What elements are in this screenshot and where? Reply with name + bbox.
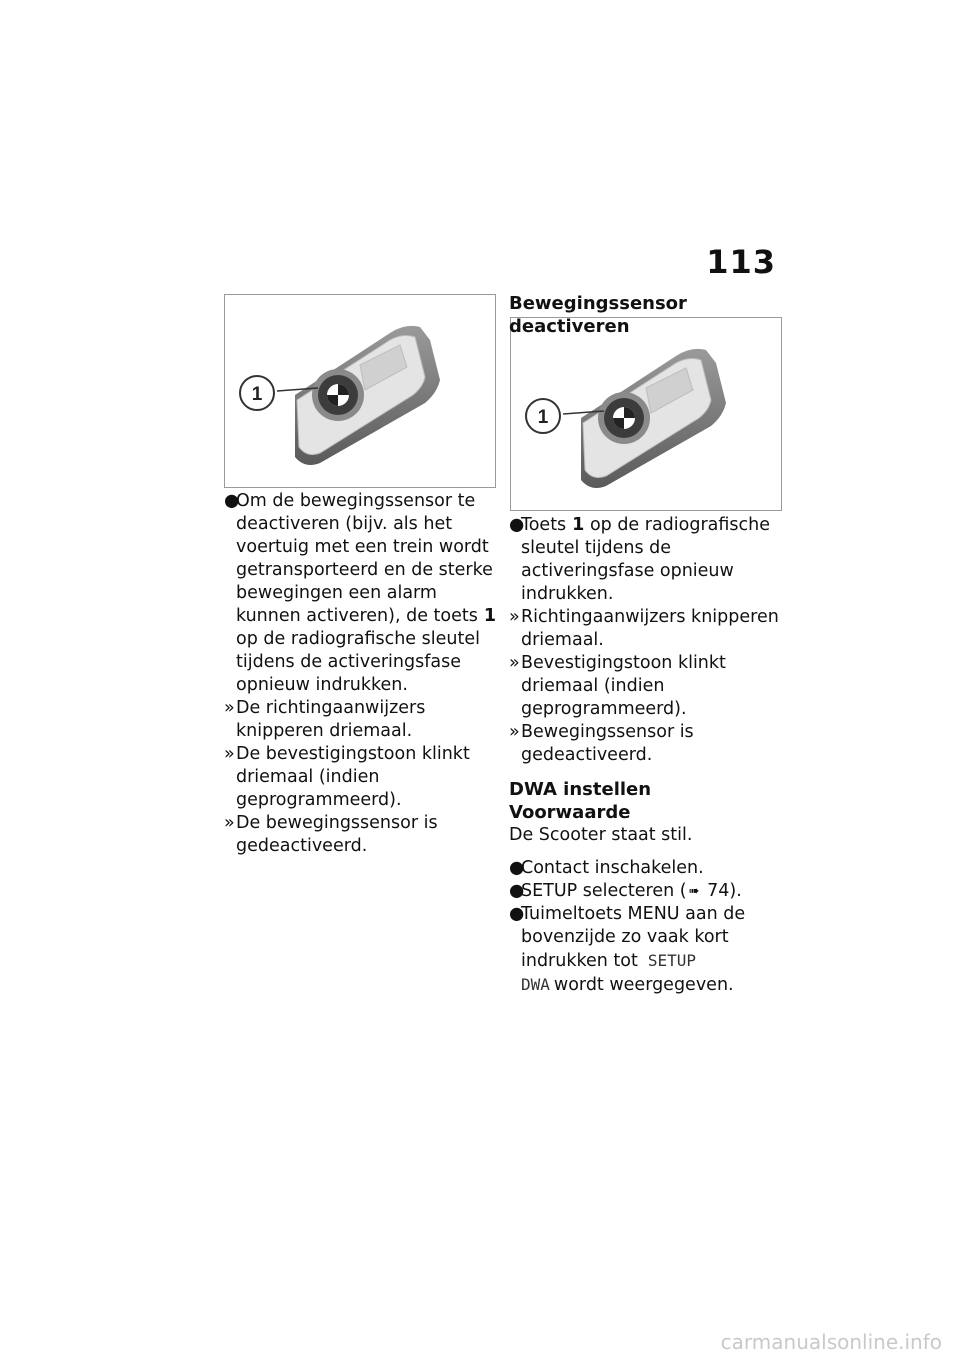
result-text: Bewegingssensor is gedeactiveerd. [521, 722, 694, 765]
list-item [509, 652, 784, 721]
step-text: op de radiografische sleutel tijdens de activeringsfase opnieuw indrukken. [521, 515, 770, 604]
list-item [509, 903, 784, 997]
result-marker: » [224, 744, 235, 764]
bullet-marker: ● [509, 858, 525, 878]
key-fob-illustration [225, 295, 495, 487]
list-item [509, 721, 784, 767]
right-column [509, 514, 784, 997]
step-text: Om de bewegingssensor te deactiveren (bijv. als het voertuig met een trein wordt getransporteerd en de sterke bewegingen een alarm kunnen activeren), de toets [236, 491, 493, 626]
list-item [224, 697, 499, 743]
list-item [509, 857, 784, 880]
display-code: SETUP DWA [521, 951, 697, 994]
list-item [509, 606, 784, 652]
list-item [509, 514, 784, 606]
bullet-marker: ● [509, 904, 525, 924]
result-text: De bewegingssensor is gedeactiveerd. [236, 813, 438, 856]
list-item [224, 743, 499, 812]
result-marker: » [224, 813, 235, 833]
page-reference-arrow-icon: ➠ [688, 884, 700, 899]
result-marker: » [509, 607, 520, 627]
figure-callout-left: 1 [251, 384, 263, 405]
page-reference: 74 [707, 881, 730, 901]
result-text: De richtingaanwijzers knipperen driemaal. [236, 698, 426, 741]
figure-callout-right: 1 [537, 407, 549, 428]
result-marker: » [224, 698, 235, 718]
reference-number: 1 [483, 606, 497, 626]
right-column-heading-block [509, 292, 784, 338]
step-text: Contact inschakelen. [521, 858, 704, 878]
section-heading: DWA instellen [509, 779, 652, 800]
bullet-marker: ● [509, 515, 525, 535]
page-number: 113 [706, 243, 776, 281]
step-text: op de radiografische sleutel tijdens de activeringsfase opnieuw indrukken. [236, 629, 480, 695]
list-item [224, 490, 499, 697]
key-fob-figure-left [224, 294, 496, 488]
result-text: Richtingaanwijzers knipperen driemaal. [521, 607, 779, 650]
key-fob-illustration [511, 318, 781, 510]
result-text: Bevestigingstoon klinkt driemaal (indien geprogrammeerd). [521, 653, 726, 719]
step-text: SETUP selecteren ( [521, 881, 687, 901]
step-text: Tuimeltoets MENU aan de bovenzijde zo vaak kort indrukken tot [521, 904, 746, 971]
condition-text: De Scooter staat stil. [509, 825, 693, 845]
result-marker: » [509, 653, 520, 673]
section-heading: Bewegingssensor deactiveren [509, 293, 687, 337]
subheading: Voorwaarde [509, 802, 631, 823]
left-column [224, 490, 499, 858]
bullet-marker: ● [509, 881, 525, 901]
list-item [224, 812, 499, 858]
bullet-marker: ● [224, 491, 240, 511]
result-text: De bevestigingstoon klinkt driemaal (indien geprogrammeerd). [236, 744, 470, 810]
key-fob-figure-right [510, 317, 782, 511]
list-item [509, 880, 784, 903]
step-text: ). [729, 881, 742, 901]
step-text: wordt weergegeven. [553, 975, 734, 995]
result-marker: » [509, 722, 520, 742]
step-text: Toets [521, 515, 567, 535]
reference-number: 1 [572, 515, 585, 535]
watermark: carmanualsonline.info [720, 1330, 942, 1354]
